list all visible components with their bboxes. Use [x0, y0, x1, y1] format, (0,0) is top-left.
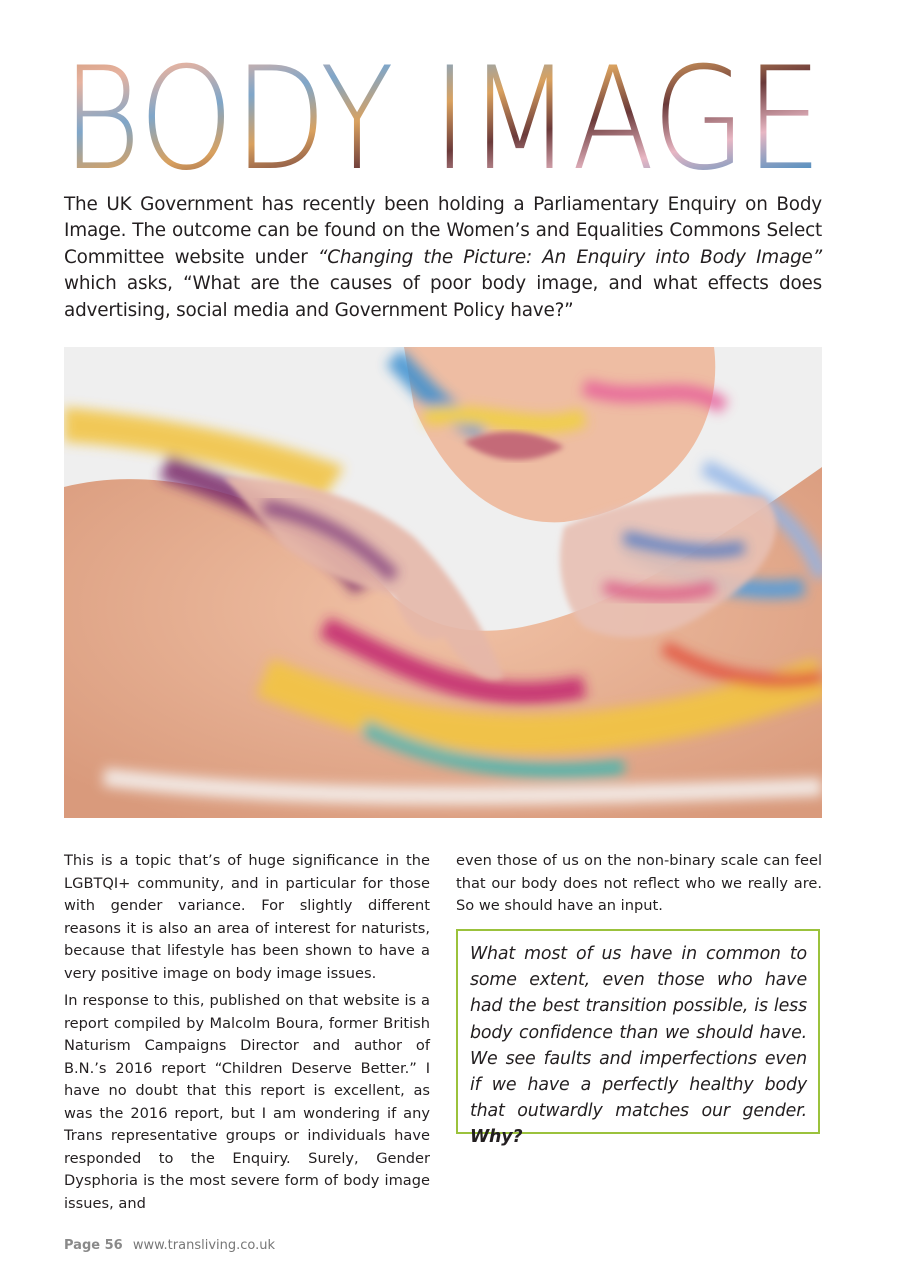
intro-part1: The UK Government has recently been holding a Parliamentary Enquiry on Body Image. The outcome can be found on the Women’s and Equalities Commons Select Committee website under	[64, 194, 822, 268]
page-footer	[64, 1238, 275, 1253]
page-title	[62, 60, 824, 176]
title-text: BODY IMAGE	[62, 60, 822, 176]
pull-quote-text: What most of us have in common to some extent, even those who have had the best transition possible, is less body confidence than we should have. We see faults and imperfections even if we have a perfectly healthy body that outwardly matches our gender.	[470, 944, 807, 1122]
page-number: Page 56	[64, 1238, 123, 1253]
pull-quote-emphasis: Why?	[470, 1127, 523, 1148]
body-paragraph-1: This is a topic that’s of huge significance in the LGBTQI+ community, and in particular for those with gender variance. For slightly different reasons it is also an area of interest for naturists, because that lifestyle has been shown to have a very positive image on body image issues.	[64, 852, 430, 982]
pull-quote	[456, 929, 820, 1148]
website-link[interactable]: www.transliving.co.uk	[132, 1238, 276, 1253]
intro-italic-title: “Changing the Picture: An Enquiry into Body Image”	[317, 246, 822, 268]
intro-part2: which asks, “What are the causes of poor body image, and what effects does advertising, social media and Government Policy have?”	[64, 273, 822, 321]
body-paint-photo	[64, 347, 822, 818]
body-paragraph-3: even those of us on the non-binary scale can feel that our body does not reflect who we really are. So we should have an input.	[456, 852, 822, 914]
article-column-left	[64, 850, 430, 1220]
article-column-right	[456, 850, 822, 923]
intro-paragraph	[64, 192, 822, 324]
body-paragraph-2: In response to this, published on that website is a report compiled by Malcolm Boura, former British Naturism Campaigns Director and author of B.N.’s 2016 report “Children Deserve Better.” I have no doubt that this report is excellent, as was the 2016 report, but I am wondering if any Trans representative groups or individuals have responded to the Enquiry. Surely, Gender Dysphoria is the most severe form of body image issues, and	[64, 992, 430, 1212]
